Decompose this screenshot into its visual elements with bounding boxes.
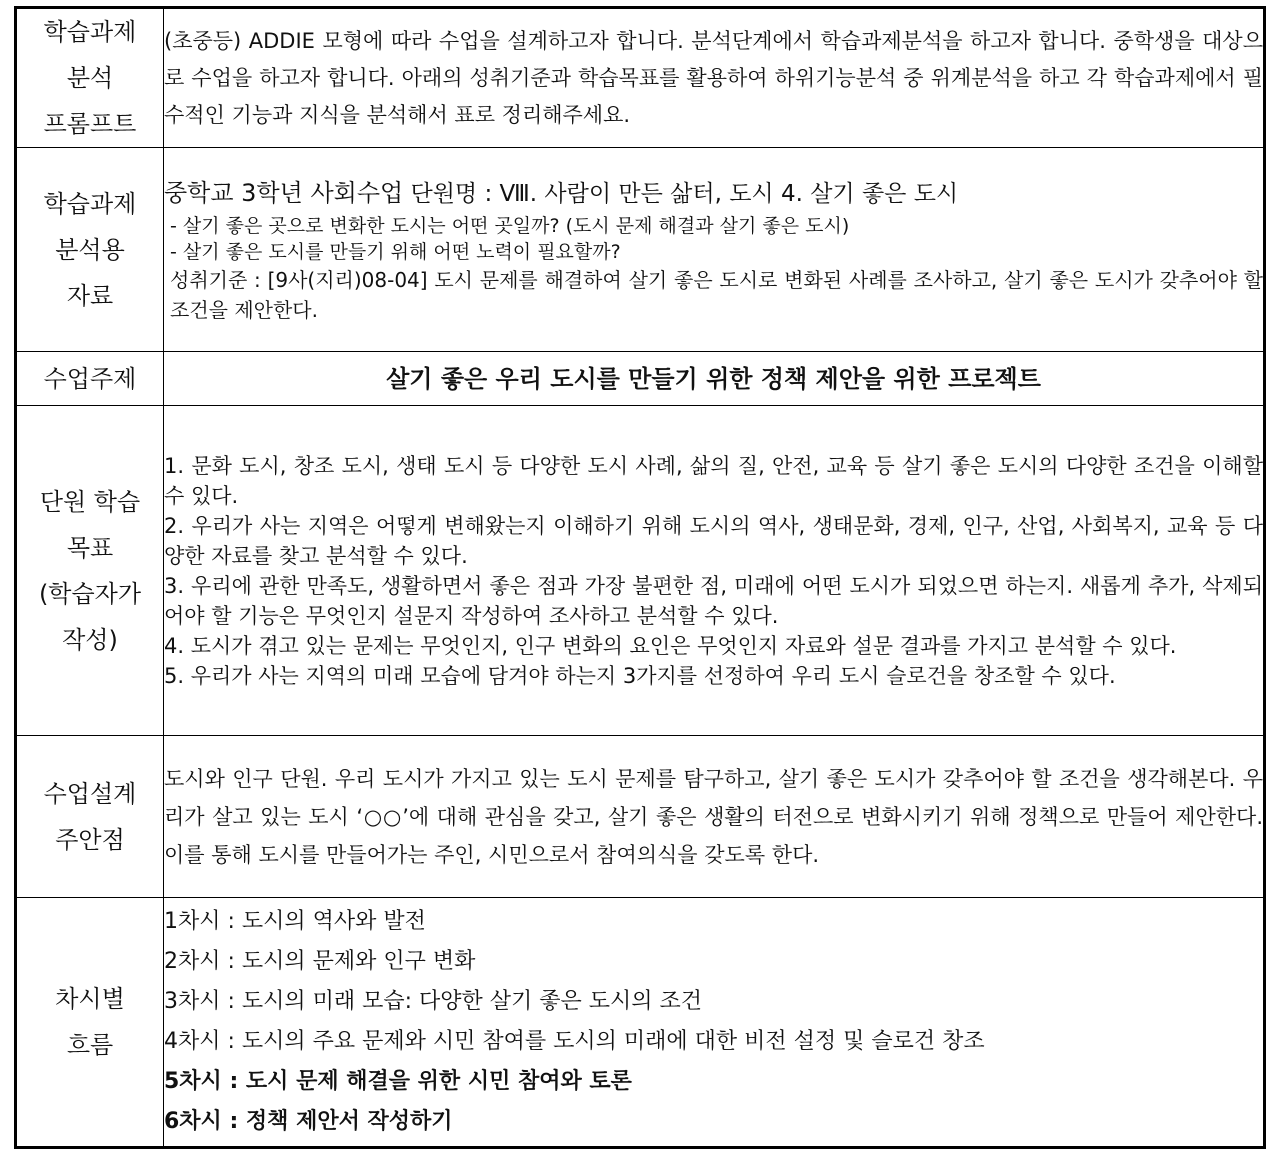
prompt-text: (초중등) ADDIE 모형에 따라 수업을 설계하고자 합니다. 분석단계에서 학습과제분석을 하고자 합니다. 중학생을 대상으로 수업을 하고자 합니다. 아래의 성취기준과 학습목표를 활용하여 하위기능분석 중 위계분석을 하고 각 학습과제에서 필수적인 기능과 지식을 분석해서 표로 정리해주세요.: [164, 28, 1263, 127]
label-line: 학습과제: [43, 189, 137, 218]
session-item: 3차시 : 도시의 미래 모습: 다양한 살기 좋은 도시의 조건: [164, 989, 703, 1014]
row-goals: [16, 406, 1265, 736]
content-notes: [164, 736, 1265, 898]
label-line: (학습자가: [38, 579, 142, 608]
label-line: 분석용: [55, 235, 125, 264]
label-notes: [16, 736, 164, 898]
session-item: 2차시 : 도시의 문제와 인구 변화: [164, 949, 476, 974]
unit-title-strong: 중학교 3학년 사회수업: [164, 179, 404, 207]
label-prompt: [16, 8, 164, 148]
label-flow: [16, 898, 164, 1148]
achievement-standard: 성취기준 : [9사(지리)08-04] 도시 문제를 해결하여 살기 좋은 도시로 변화된 사례를 조사하고, 살기 좋은 도시가 갖추어야 할 조건을 제안한다.: [170, 268, 1263, 322]
session-item: 1차시 : 도시의 역사와 발전: [164, 909, 426, 934]
guiding-question-1: - 살기 좋은 곳으로 변화한 도시는 어떤 곳일까? (도시 문제 해결과 살기 좋은 도시): [170, 215, 850, 237]
label-goals: [16, 406, 164, 736]
content-prompt: [164, 8, 1265, 148]
row-flow: [16, 898, 1265, 1148]
content-material: [164, 148, 1265, 352]
row-material: [16, 148, 1265, 352]
goal-item: 1. 문화 도시, 창조 도시, 생태 도시 등 다양한 도시 사례, 삶의 질, 안전, 교육 등 살기 좋은 도시의 다양한 조건을 이해할 수 있다.: [164, 453, 1263, 508]
label-line: 분석: [66, 64, 114, 92]
row-prompt: [16, 8, 1265, 148]
label-line: 수업설계: [43, 779, 137, 808]
unit-title-rest: 단원명 : Ⅷ. 사람이 만든 삶터, 도시 4. 살기 좋은 도시: [403, 181, 959, 207]
content-flow: [164, 898, 1265, 1148]
label-line: 차시별: [55, 985, 125, 1013]
topic-text: 살기 좋은 우리 도시를 만들기 위한 정책 제안을 위한 프로젝트: [386, 364, 1041, 393]
content-goals: [164, 406, 1265, 736]
goal-item: 4. 도시가 겪고 있는 문제는 무엇인지, 인구 변화의 요인은 무엇인지 자료와 설문 결과를 가지고 분석할 수 있다.: [164, 633, 1177, 658]
label-line: 단원 학습: [39, 487, 141, 516]
label-line: 주안점: [55, 825, 125, 854]
content-topic: [164, 352, 1265, 406]
row-notes: [16, 736, 1265, 898]
notes-text: 도시와 인구 단원. 우리 도시가 가지고 있는 도시 문제를 탐구하고, 살기 좋은 도시가 갖추어야 할 조건을 생각해본다. 우리가 살고 있는 도시 ‘○○’에 대해 관심을 갖고, 살기 좋은 생활의 터전으로 변화시키기 위해 정책으로 만들어 제안한다. 이를 통해 도시를 만들어가는 주인, 시민으로서 참여의식을 갖도록 한다.: [164, 766, 1263, 867]
goal-item: 2. 우리가 사는 지역은 어떻게 변해왔는지 이해하기 위해 도시의 역사, 생태문화, 경제, 인구, 산업, 사회복지, 교육 등 다양한 자료를 찾고 분석할 수 있다.: [164, 513, 1263, 568]
session-item: 6차시 : 정책 제안서 작성하기: [164, 1109, 453, 1134]
label-line: 학습과제: [43, 18, 137, 46]
label-line: 목표: [66, 533, 114, 562]
label-line: 자료: [66, 281, 114, 310]
row-topic: [16, 352, 1265, 406]
label-line: 작성): [62, 625, 118, 654]
label-topic: 수업주제: [16, 352, 164, 406]
unit-title: [164, 174, 1263, 213]
goal-item: 5. 우리가 사는 지역의 미래 모습에 담겨야 하는지 3가지를 선정하여 우리 도시 슬로건을 창조할 수 있다.: [164, 663, 1116, 688]
guiding-question-2: - 살기 좋은 도시를 만들기 위해 어떤 노력이 필요할까?: [170, 241, 621, 263]
label-material: [16, 148, 164, 352]
label-line: 흐름: [66, 1031, 114, 1059]
lesson-design-table: [14, 6, 1266, 1149]
label-line: 프롬프트: [43, 110, 137, 138]
session-item: 5차시 : 도시 문제 해결을 위한 시민 참여와 토론: [164, 1069, 632, 1094]
goal-item: 3. 우리에 관한 만족도, 생활하면서 좋은 점과 가장 불편한 점, 미래에 어떤 도시가 되었으면 하는지. 새롭게 추가, 삭제되어야 할 기능은 무엇인지 설문지 작성하여 조사하고 분석할 수 있다.: [164, 573, 1263, 628]
session-item: 4차시 : 도시의 주요 문제와 시민 참여를 도시의 미래에 대한 비전 설정 및 슬로건 창조: [164, 1029, 985, 1054]
